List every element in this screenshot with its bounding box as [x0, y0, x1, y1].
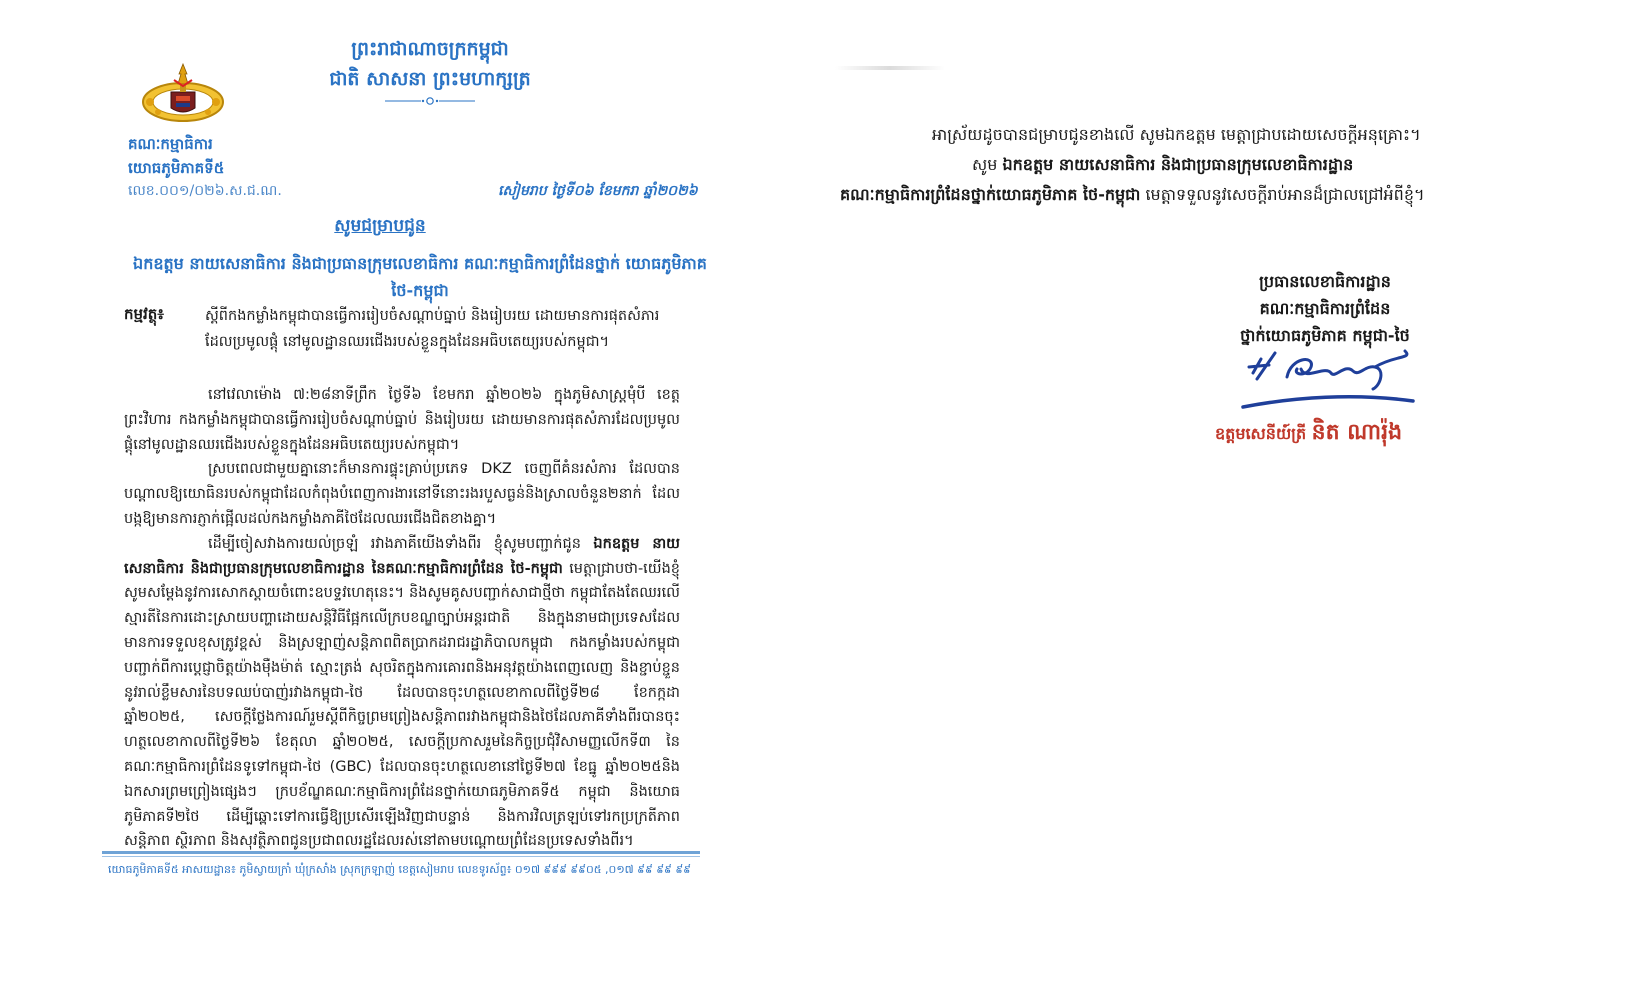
signatory-title-3: ថ្នាក់យោធភូមិភាគ កម្ពុជា-ថៃ: [1240, 326, 1410, 345]
kingdom-line-2: ជាតិ សាសនា ព្រះមហាក្សត្រ: [329, 68, 531, 90]
letter-date: សៀមរាប ថ្ងៃទី០៦ ខែមករា ឆ្នាំ២០២៦: [498, 183, 698, 199]
footer-rule-thin: [102, 856, 700, 857]
paragraph-3-recipient: ឯកឧត្តម នាយសេនាធិការ និងជាប្រធានក្រុមលេខាធិការដ្ឋាន នៃគណៈកម្មាធិការព្រំដែន ថៃ-កម្ពុជា: [124, 535, 680, 577]
signer: [1215, 418, 1402, 450]
body-paragraph-2: ស្របពេលជាមួយគ្នានោះក៏មានការផ្ទុះគ្រាប់ប្រភេទ DKZ ចេញពីគំនរសំភារ ដែលបានបណ្តាលឱ្យយោធិនរបស់កម្ពុជាដែលកំពុងបំពេញការងារនៅទីនោះរងរបួសធ្ងន់និងស្រាលចំនួន២នាក់ ដែលបង្កឱ្យមានការភ្ញាក់ផ្អើលដល់កងកម្លាំងភាគីថៃដែលឈរជើងជិតខាងគ្នា។: [124, 461, 680, 527]
footer-address: យោធភូមិភាគទី៥ អាសយដ្ឋាន៖ ភូមិស្វាយក្រាំ ឃុំក្រសាំង ស្រុកក្រឡាញ់ ខេត្តសៀមរាប លេខទូរស័ព្ទ៖ ០១៧ ៩៩៩ ៩៩០៥ ,០១៧ ៩៩ ៩៩ ៩៩: [108, 863, 691, 876]
body-paragraph-1: នៅវេលាម៉ោង ៧:២៨នាទីព្រឹក ថ្ងៃទី៦ ខែមករា ឆ្នាំ២០២៦ ក្នុងភូមិសាស្ត្រមុំបី ខេត្តព្រះវិហារ កងកម្លាំងកម្ពុជាបានធ្វើការរៀបចំសណ្តាប់ធ្នាប់ និងរៀបរយ ដោយមានការផុតសំភារដែលប្រមូលផ្តុំនៅមូលដ្ឋានឈរជើងរបស់ខ្លួនក្នុងដែនអធិបតេយ្យរបស់កម្ពុជា។: [124, 387, 680, 453]
subject-text: ស្តីពីកងកម្លាំងកម្ពុជាបានធ្វើការរៀបចំសណ្តាប់ធ្នាប់ និងរៀបរយ ដោយមានការផុតសំភារដែលប្រមូលផ្តុំ នៅមូលដ្ឋានឈរជើងរបស់ខ្លួនក្នុងដែនអធិបតេយ្យរបស់កម្ពុជា។: [205, 308, 660, 350]
signatory-title-2: គណៈកម្មាធិការព្រំដែន: [1259, 299, 1391, 318]
closing-paragraph: [840, 120, 1640, 210]
issuing-organization: [128, 132, 224, 180]
signer-rank: ឧត្តមសេនីយ៍ត្រី: [1215, 424, 1307, 443]
body-paragraph-3: [124, 532, 680, 854]
closing-recipient: ឯកឧត្តម នាយសេនាធិការ និងជាប្រធានក្រុមលេខាធិការដ្ឋាន: [1002, 155, 1354, 174]
org-line-1: គណៈកម្មាធិការ: [128, 135, 213, 153]
letter-body: [124, 383, 680, 854]
footer-rule: [102, 851, 700, 854]
closing-committee: គណៈកម្មាធិការព្រំដែនថ្នាក់យោធភូមិភាគ ថៃ-កម្ពុជា: [840, 185, 1141, 204]
closing-line-1: អាស្រ័យដូចបានជម្រាបជូនខាងលើ សូមឯកឧត្តម មេត្តាជ្រាបដោយសេចក្តីអនុគ្រោះ។: [932, 125, 1421, 144]
letter-page-2: [830, 0, 1652, 991]
subject-label: កម្មវត្ថុ៖: [124, 305, 164, 323]
ornament-divider-icon: [385, 96, 475, 106]
paragraph-3-text: មេត្តាជ្រាបថា-យើងខ្ញុំសូមសម្តែងនូវការសោកស្តាយចំពោះឧបទ្ទវហេតុនេះ។ និងសូមគូសបញ្ជាក់សាជាថ្មីថា កម្ពុជាតែងតែឈរលើស្មារតីនៃការដោះស្រាយបញ្ហាដោយសន្តិវិធីផ្អែកលើក្របខណ្ឌច្បាប់អន្តរជាតិ និងក្នុងនាមជាប្រទេសដែលមានការទទួលខុសត្រូវខ្ពស់ និងស្រឡាញ់សន្តិភាពពិតប្រាកដរាជរដ្ឋាភិបាលកម្ពុជា កងកម្លាំងរបស់កម្ពុជា បញ្ជាក់ពីការប្តេជ្ញាចិត្តយ៉ាងម៉ឺងម៉ាត់ ស្មោះត្រង់ សុចរិតក្នុងការគោរពនិងអនុវត្តយ៉ាងពេញលេញ និងខ្ជាប់ខ្ជួននូវរាល់ខ្លឹមសារនៃបទឈប់បាញ់រវាងកម្ពុជា-ថៃ ដែលបានចុះហត្ថលេខាកាលពីថ្ងៃទី២៨ ខែកក្កដា ឆ្នាំ២០២៥, សេចក្តីថ្លែងការណ៍រួមស្តីពីកិច្ចព្រមព្រៀងសន្តិភាពរវាងកម្ពុជានិងថៃដែលភាគីទាំងពីរបានចុះហត្ថលេខាកាលពីថ្ងៃទី២៦ ខែតុលា ឆ្នាំ២០២៥, សេចក្តីប្រកាសរួមនៃកិច្ចប្រជុំវិសាមញ្ញលើកទី៣ នៃគណៈកម្មាធិការព្រំដែនទូទៅកម្ពុជា-ថៃ (GBC) ដែលបានចុះហត្ថលេខានៅថ្ងៃទី២៧ ខែធ្នូ ឆ្នាំ២០២៥និងឯកសារព្រមព្រៀងផ្សេងៗ ក្របខ័ណ្ឌគណៈកម្មាធិការព្រំដែនថ្នាក់យោធភូមិភាគទី៥ កម្ពុជា និងយោធភូមិភាគទី២ថៃ ដើម្បីឆ្ពោះទៅការធ្វើឱ្យប្រសើរឡើងវិញជាបន្ទាន់ និងការវិលត្រឡប់ទៅរកប្រក្រតីភាព សន្តិភាព ស្ថិរភាព និងសុវត្ថិភាពជូនប្រជាពលរដ្ឋដែលរស់នៅតាមបណ្តោយព្រំដែនប្រទេសទាំងពីរ។: [124, 560, 680, 850]
signatory-title: [1205, 268, 1445, 349]
scan-artifact: [835, 66, 945, 70]
recipient: ឯកឧត្តម នាយសេនាធិការ និងជាប្រធានក្រុមលេខាធិការ គណៈកម្មាធិការព្រំដែនថ្នាក់ យោធភូមិភាគ ថៃ-កម្ពុជា: [133, 254, 707, 300]
kingdom-line-1: ព្រះរាជាណាចក្រកម្ពុជា: [351, 38, 509, 60]
closing-line-3: [840, 180, 1640, 210]
closing-line-2: [840, 150, 1640, 180]
handwritten-signature: [1235, 345, 1425, 420]
closing-please: សូម: [972, 155, 998, 174]
signatory-title-1: ប្រធានលេខាធិការដ្ឋាន: [1259, 272, 1391, 291]
paragraph-3-intro: ដើម្បីចៀសវាងការយល់ច្រឡំ រវាងភាគីយើងទាំងពីរ ខ្ញុំសូមបញ្ជាក់ជូន: [208, 535, 581, 552]
royal-emblem-icon: [138, 62, 228, 128]
reference-number: លេខ.០០១/០២៦.ស.ជ.ណ.: [128, 183, 282, 199]
letter-page-1: [0, 0, 760, 991]
org-line-2: យោធភូមិភាគទី៥: [128, 159, 225, 177]
kingdom-header: [320, 34, 540, 106]
closing-regards: មេត្តាទទួលនូវសេចក្តីរាប់អានដ៏ជ្រាលជ្រៅអំពីខ្ញុំ។: [1145, 185, 1425, 204]
signer-name: និត ណារ៉ុង: [1311, 420, 1403, 445]
salutation: សូមជម្រាបជូន: [334, 216, 426, 236]
